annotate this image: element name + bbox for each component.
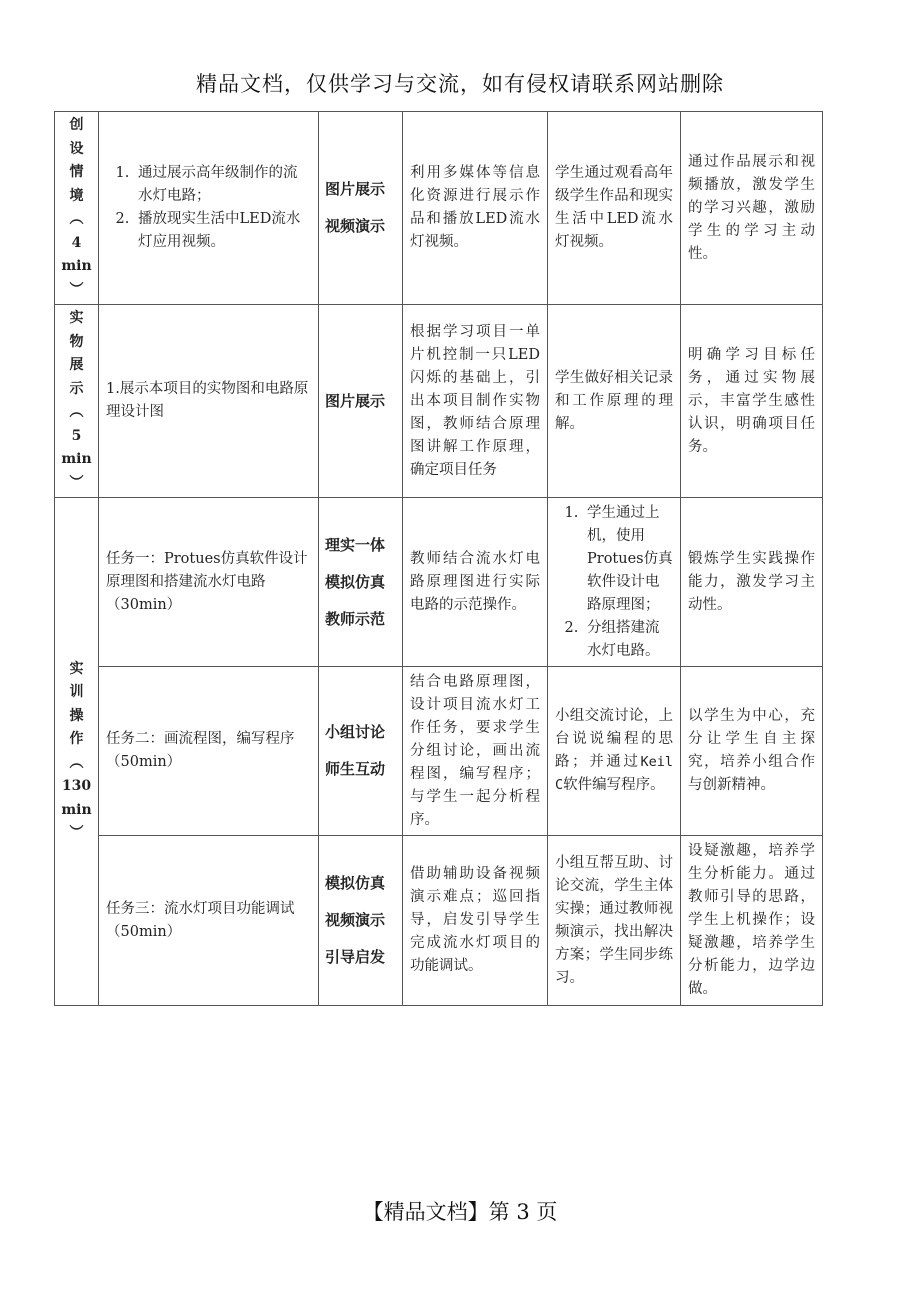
- content-cell: 任务二：画流程图，编写程序（50min）: [99, 667, 319, 836]
- content-cell: 任务三：流水灯项目功能调试（50min）: [99, 836, 319, 1006]
- stage-cell: 实 训 操 作 ︵ 130 min ︶: [55, 498, 99, 1006]
- teacher-cell: 教师结合流水灯电路原理图进行实际电路的示范操作。: [403, 498, 548, 667]
- intent-cell: 通过作品展示和视频播放，激发学生的学习兴趣，激励学生的学习主动性。: [681, 112, 823, 305]
- student-cell: 学生通过观看高年级学生作品和现实生活中LED流水灯视频。: [548, 112, 681, 305]
- content-cell: 任务一：Protues仿真软件设计原理图和搭建流水灯电路（30min）: [99, 498, 319, 667]
- stage-cell: 实 物 展 示 ︵ 5 min ︶: [55, 305, 99, 498]
- code-text: Keil C: [555, 754, 673, 793]
- intent-cell: 锻炼学生实践操作能力，激发学习主动性。: [681, 498, 823, 667]
- student-cell: 学生做好相关记录和工作原理的理解。: [548, 305, 681, 498]
- teacher-cell: 根据学习项目一单片机控制一只LED闪烁的基础上，引出本项目制作实物图，教师结合原理图讲解工作原理，确定项目任务: [403, 305, 548, 498]
- intent-cell: 设疑激趣，培养学生分析能力。通过教师引导的思路，学生上机操作；设疑激趣，培养学生分析能力，边学边做。: [681, 836, 823, 1006]
- list-item: 1. 通过展示高年级制作的流水灯电路；: [134, 162, 311, 208]
- list-item: 1. 学生通过上机，使用Protues仿真软件设计电路原理图；: [583, 502, 673, 617]
- table-row: [55, 836, 823, 1006]
- table-row: [55, 667, 823, 836]
- intent-cell: 以学生为中心，充分让学生自主探究，培养小组合作与创新精神。: [681, 667, 823, 836]
- list-item: 2. 分组搭建流水灯电路。: [583, 617, 673, 663]
- list-item: 2. 播放现实生活中LED流水灯应用视频。: [134, 208, 311, 254]
- teacher-cell: 结合电路原理图，设计项目流水灯工作任务，要求学生分组讨论，画出流程图，编写程序；与学生一起分析程序。: [403, 667, 548, 836]
- lesson-plan-table: [54, 111, 823, 1006]
- student-cell: [548, 498, 681, 667]
- method-cell: 理实一体 模拟仿真 教师示范: [319, 498, 403, 667]
- student-cell: 小组互帮互助、讨论交流，学生主体实操；通过教师视频演示，找出解决方案；学生同步练习。: [548, 836, 681, 1006]
- intent-cell: 明确学习目标任务，通过实物展示，丰富学生感性认识，明确项目任务。: [681, 305, 823, 498]
- content-cell: [99, 112, 319, 305]
- teacher-cell: 借助辅助设备视频演示难点；巡回指导，启发引导学生完成流水灯项目的功能调试。: [403, 836, 548, 1006]
- page-header: 精品文档，仅供学习与交流，如有侵权请联系网站删除: [196, 72, 724, 96]
- method-cell: 图片展示: [319, 305, 403, 498]
- table-row: [55, 112, 823, 305]
- page-footer: 【精品文档】第 3 页: [362, 1200, 558, 1224]
- method-cell: 小组讨论 师生互动: [319, 667, 403, 836]
- method-cell: 图片展示 视频演示: [319, 112, 403, 305]
- table-row: [55, 305, 823, 498]
- teacher-cell: 利用多媒体等信息化资源进行展示作品和播放LED流水灯视频。: [403, 112, 548, 305]
- student-cell: 小组交流讨论，上台说说编程的思路；并通过Keil C软件编写程序。: [548, 667, 681, 836]
- method-cell: 模拟仿真 视频演示 引导启发: [319, 836, 403, 1006]
- content-cell: 1.展示本项目的实物图和电路原理设计图: [99, 305, 319, 498]
- stage-cell: 创 设 情 境 ︵ 4 min ︶: [55, 112, 99, 305]
- table-row: [55, 498, 823, 667]
